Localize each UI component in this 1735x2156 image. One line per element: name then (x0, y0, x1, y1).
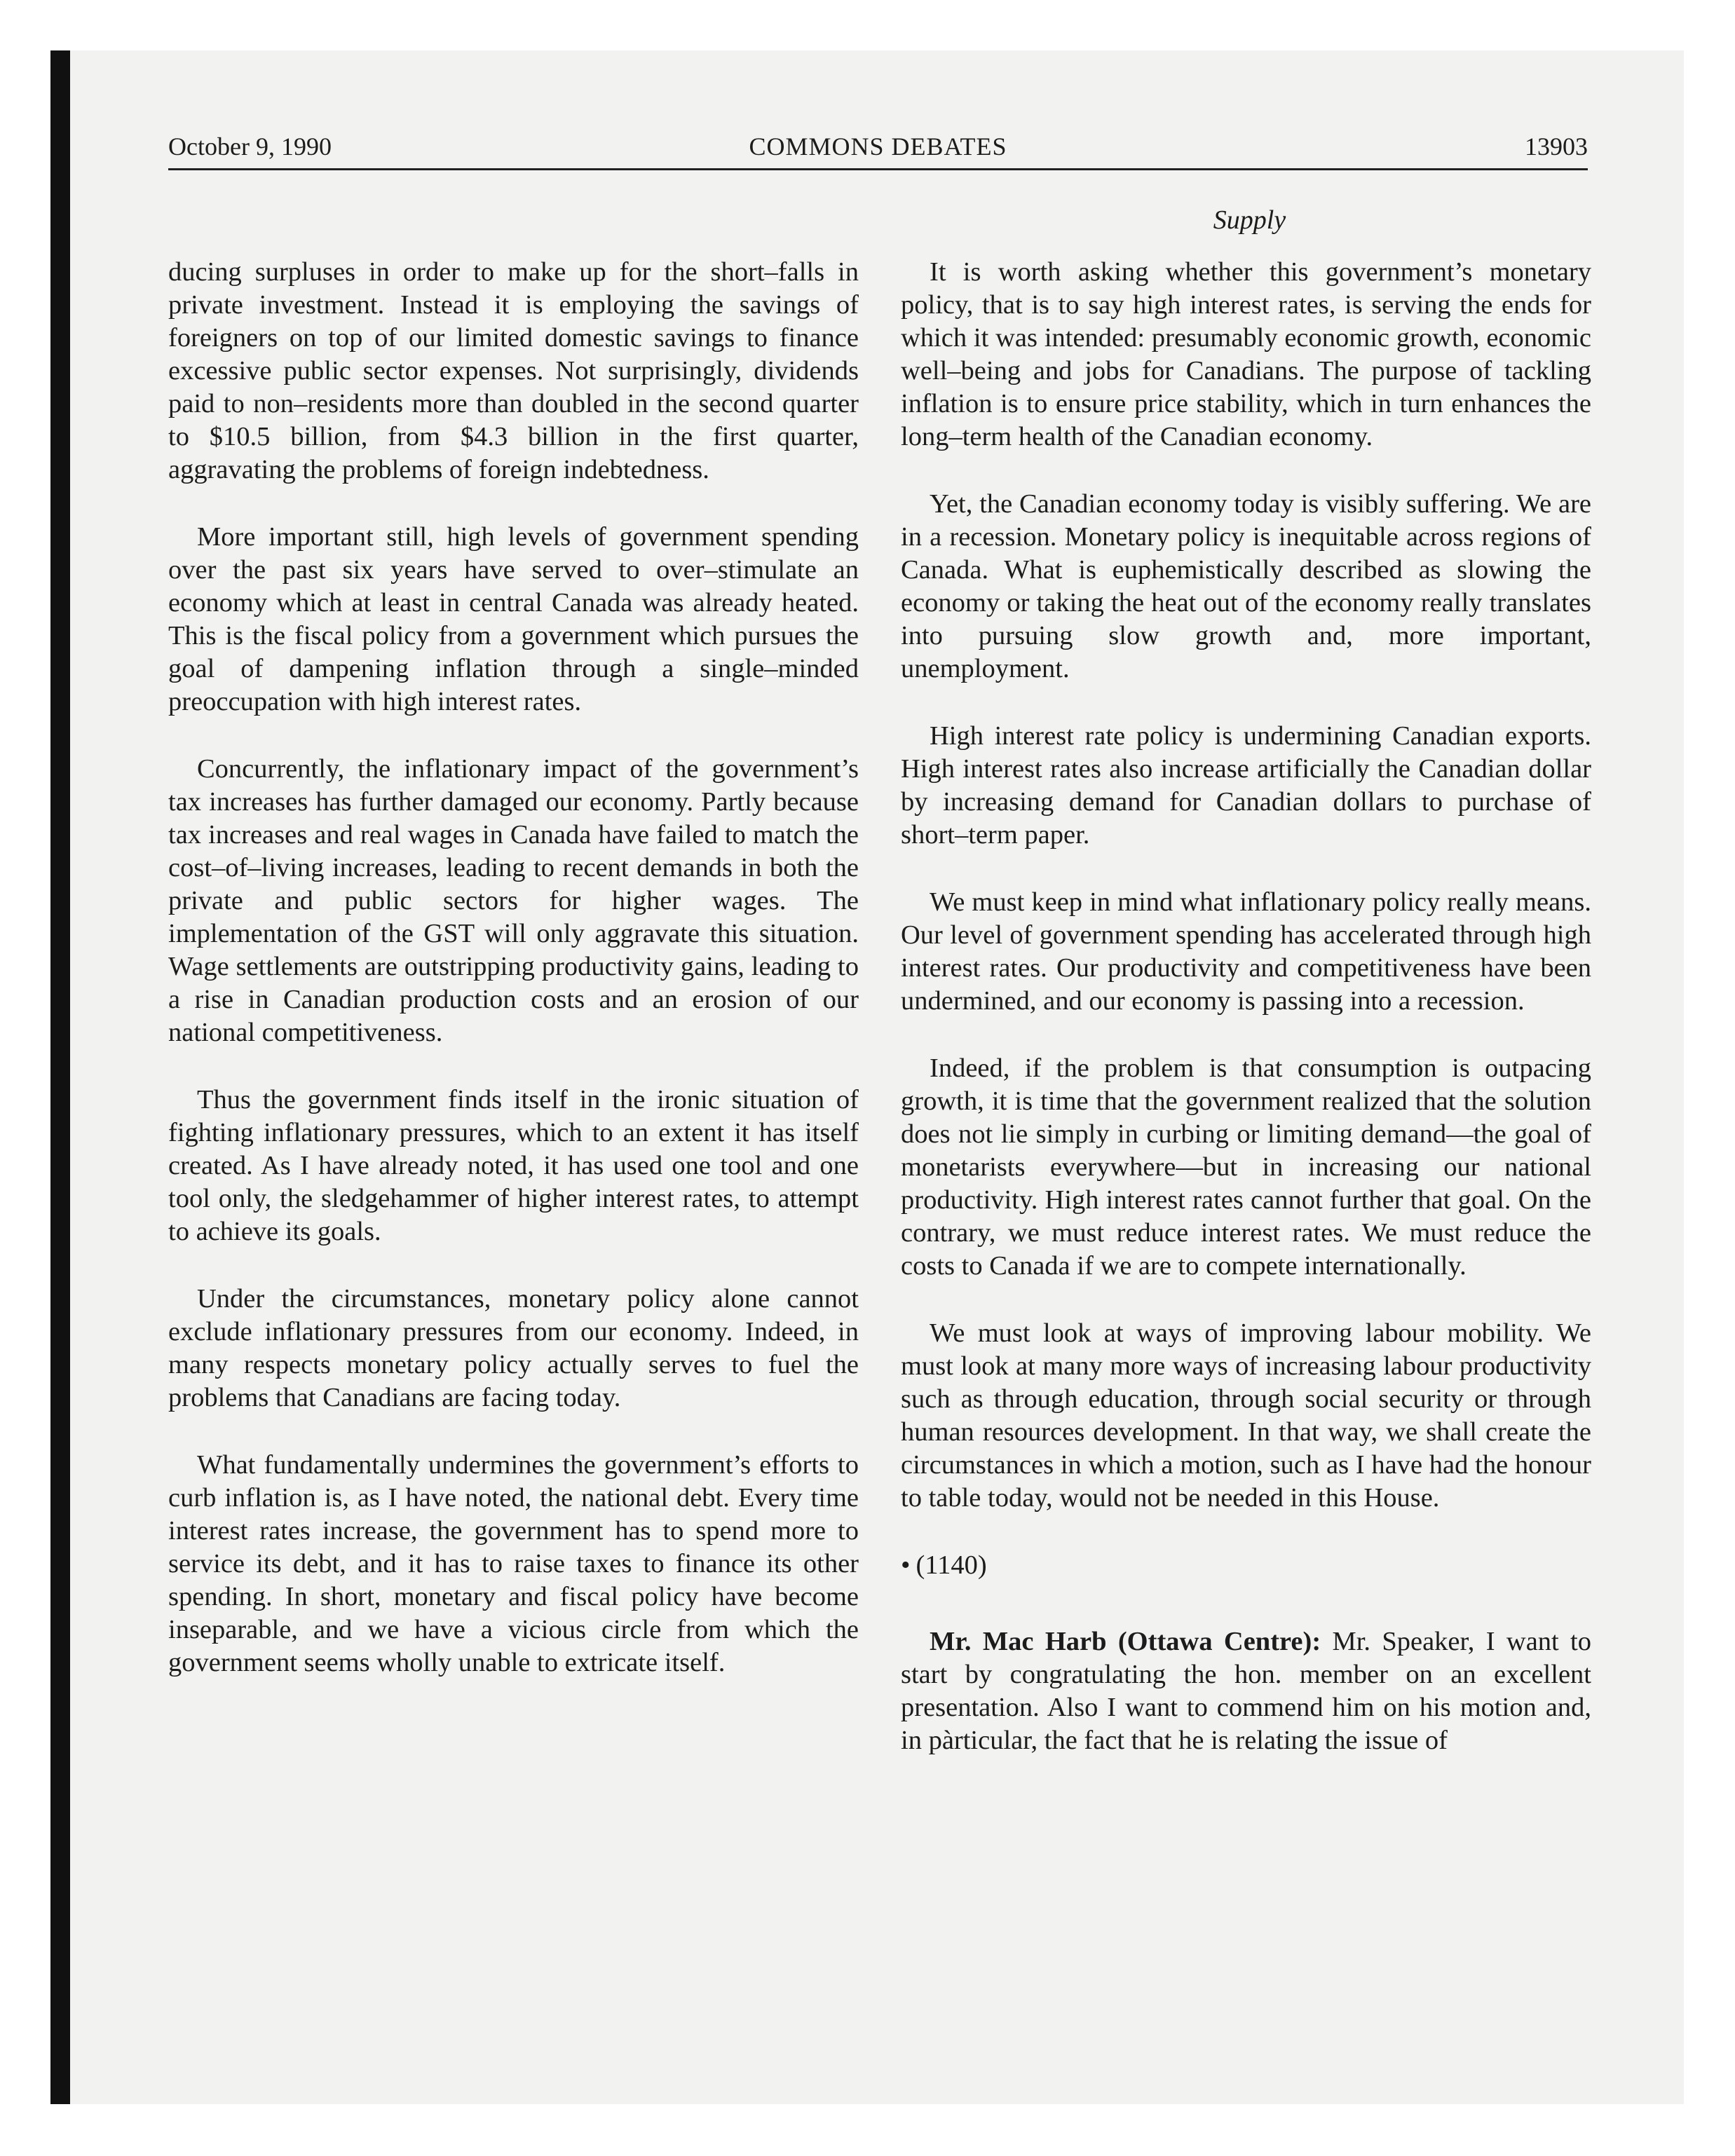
time-marker (901, 1549, 1591, 1582)
speaker-name: Mr. Mac Harb (Ottawa Centre): (930, 1627, 1321, 1656)
speech-text: Mr. Speaker, I want to start by congratulating the hon. member on an excellent presentation. Also I want to commend him on his motion and, in pàrticular, the fact that he is relating the issue of (901, 1627, 1591, 1755)
paragraph: What fundamentally undermines the government’s efforts to curb inflation is, as I have noted, the national debt. Every time interest rates increase, the government has to spend more to service its debt, and it has to raise taxes to finance its other spending. In short, monetary and fiscal policy have become inseparable, and we have a vicious circle from which the government seems wholly unable to extricate itself. (168, 1450, 859, 1677)
right-column (901, 256, 1591, 1757)
header-rule (168, 168, 1588, 170)
paragraph: ducing surpluses in order to make up for the short–falls in private investment. Instead it is employing the savings of foreigners on top of our limited domestic savings to finance excessive public sector expenses. Not surprisingly, dividends paid to non–residents more than doubled in the second quarter to $10.5 billion, from $4.3 billion in the first quarter, aggravating the problems of foreign indebtedness. (168, 257, 859, 484)
paragraph: We must keep in mind what inflationary policy really means. Our level of government spending has accelerated through high interest rates. Our productivity and competitiveness have been undermined, and our economy is passing into a recession. (901, 887, 1591, 1016)
paragraph: Concurrently, the inflationary impact of the government’s tax increases has further damaged our economy. Partly because tax increases and real wages in Canada have failed to match the cost–of–living increases, leading to recent demands in both the private and public sectors for higher wages. The implementation of the GST will only aggravate this situation. Wage settlements are outstripping productivity gains, leading to a rise in Canadian production costs and an erosion of our national competitiveness. (168, 754, 859, 1047)
paragraph: Thus the government finds itself in the ironic situation of fighting inflationary pressures, which to an extent it has itself created. As I have already noted, it has used one tool and one tool only, the sledgehammer of higher interest rates, to attempt to achieve its goals. (168, 1085, 859, 1246)
paragraph: We must look at ways of improving labour mobility. We must look at many more ways of increasing labour productivity such as through education, through social security or through human resources development. In that way, we shall create the circumstances in which a motion, such as I have had the honour to table today, would not be needed in this House. (901, 1318, 1591, 1513)
paragraph: Indeed, if the problem is that consumption is outpacing growth, it is time that the government realized that the solution does not lie simply in curbing or limiting demand—the goal of monetarists everywhere—but in increasing our national productivity. High interest rates cannot further that goal. On the contrary, we must reduce interest rates. We must reduce the costs to Canada if we are to compete internationally. (901, 1053, 1591, 1281)
header-title: COMMONS DEBATES (749, 132, 1007, 161)
paragraph: More important still, high levels of government spending over the past six years have served to over–stimulate an economy which at least in central Canada was already heated. This is the fiscal policy from a government which pursues the goal of dampening inflation through a single–minded preoccupation with high interest rates. (168, 522, 859, 716)
time-stamp: (1140) (916, 1550, 987, 1580)
speech-paragraph (901, 1625, 1591, 1757)
page-binding-edge (50, 50, 70, 2104)
section-title: Supply (1213, 205, 1286, 235)
left-column (168, 256, 859, 1714)
paragraph: It is worth asking whether this government’s monetary policy, that is to say high interest rates, is serving the ends for which it was intended: presumably economic growth, economic well–being and jobs for Canadians. The purpose of tackling inflation is to ensure price stability, which in turn enhances the long–term health of the Canadian economy. (901, 257, 1591, 451)
paragraph: High interest rate policy is undermining Canadian exports. High interest rates also increase artificially the Canadian dollar by increasing demand for Canadian dollars to purchase of short–term paper. (901, 721, 1591, 850)
page-header (168, 125, 1588, 167)
paragraph: Under the circumstances, monetary policy alone cannot exclude inflationary pressures from our economy. Indeed, in many respects monetary policy actually serves to fuel the problems that Canadians are facing today. (168, 1284, 859, 1412)
bullet-icon: • (901, 1550, 911, 1580)
paragraph: Yet, the Canadian economy today is visibly suffering. We are in a recession. Monetary policy is inequitable across regions of Canada. What is euphemistically described as slowing the economy or taking the heat out of the economy really translates into pursuing slow growth and, more important, unemployment. (901, 489, 1591, 683)
header-date: October 9, 1990 (168, 132, 332, 161)
header-page-number: 13903 (1525, 132, 1588, 161)
